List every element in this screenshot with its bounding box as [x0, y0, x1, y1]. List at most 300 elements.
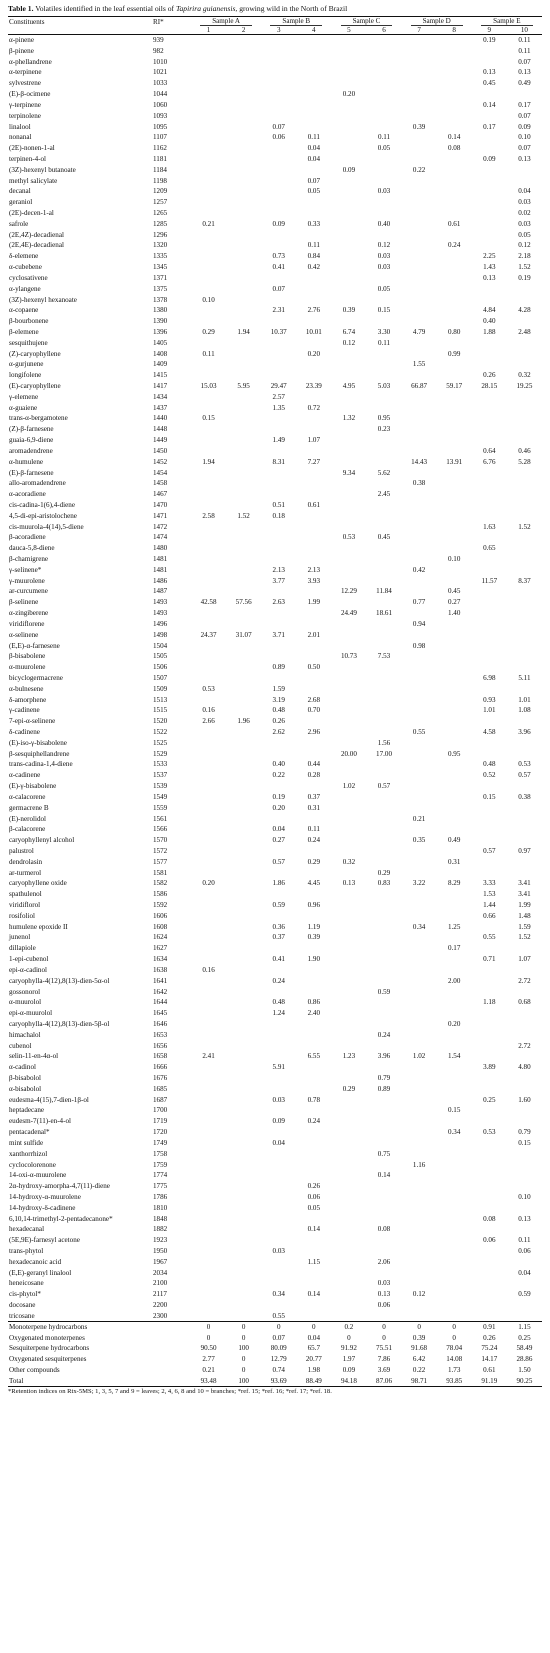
percent-value — [507, 467, 542, 478]
percent-value: 0.03 — [377, 187, 391, 196]
percent-value: 0.06 — [307, 1192, 321, 1201]
percent-value — [472, 683, 507, 694]
percent-value — [507, 608, 542, 619]
table-row — [8, 1116, 542, 1127]
constituent-name: β-bisabolol — [9, 1074, 41, 1083]
percent-value — [366, 78, 401, 89]
table-row — [8, 359, 542, 370]
percent-value — [402, 586, 437, 597]
percent-value — [261, 1051, 296, 1062]
percent-value — [507, 1084, 542, 1095]
percent-value — [226, 792, 261, 803]
percent-value — [472, 1278, 507, 1289]
percent-value: 0.55 — [272, 1311, 285, 1320]
percent-value — [261, 446, 296, 457]
percent-value — [402, 1138, 437, 1149]
retention-index: 1676 — [153, 1074, 168, 1083]
percent-value — [331, 1029, 366, 1040]
percent-value — [472, 240, 507, 251]
percent-value — [226, 802, 261, 813]
percent-value: 3.96 — [518, 728, 531, 737]
percent-value — [226, 911, 261, 922]
percent-value — [366, 1062, 401, 1073]
percent-value — [191, 1040, 226, 1051]
percent-value — [296, 1062, 331, 1073]
percent-value — [226, 1213, 261, 1224]
percent-value — [331, 273, 366, 284]
percent-value: 28.86 — [516, 1355, 533, 1364]
table-row — [8, 1246, 542, 1257]
percent-value — [402, 683, 437, 694]
percent-value: 0.11 — [202, 349, 215, 358]
table-row — [8, 781, 542, 792]
table-row — [8, 554, 542, 565]
percent-value — [296, 683, 331, 694]
percent-value — [472, 1029, 507, 1040]
constituent-name: β-calacorene — [9, 825, 46, 834]
percent-value: 0 — [402, 1321, 437, 1332]
percent-value: 1.01 — [518, 695, 531, 704]
percent-value — [437, 1224, 472, 1235]
percent-value — [366, 1246, 401, 1257]
percent-value — [226, 954, 261, 965]
percent-value — [472, 164, 507, 175]
group-header-e: Sample E — [472, 17, 542, 27]
percent-value — [331, 1311, 366, 1322]
constituent-name: viridiflorol — [9, 901, 41, 910]
percent-value — [331, 143, 366, 154]
percent-value — [507, 413, 542, 424]
percent-value: 1.60 — [518, 1095, 531, 1104]
percent-value — [507, 629, 542, 640]
percent-value: 0.20 — [342, 90, 356, 99]
percent-value — [191, 932, 226, 943]
percent-value — [507, 662, 542, 673]
percent-value — [507, 510, 542, 521]
retention-index: 1440 — [153, 414, 168, 423]
percent-value: 90.50 — [200, 1344, 217, 1353]
percent-value — [366, 89, 401, 100]
percent-value — [191, 889, 226, 900]
percent-value — [226, 770, 261, 781]
percent-value: 0 — [241, 1365, 246, 1374]
percent-value — [402, 1267, 437, 1278]
percent-value — [472, 597, 507, 608]
percent-value — [226, 197, 261, 208]
retention-index: 1848 — [153, 1214, 168, 1223]
constituent-name: (5E,9E)-farnesyl acetone — [9, 1236, 80, 1245]
table-row — [8, 1019, 542, 1030]
table-row — [8, 1008, 542, 1019]
constituent-name: α-cubebene — [9, 263, 42, 272]
percent-value — [472, 283, 507, 294]
sample-number-header: 2 — [226, 26, 261, 35]
percent-value — [472, 867, 507, 878]
retention-index: 1653 — [153, 1030, 168, 1039]
percent-value: 0.20 — [307, 349, 321, 358]
table-row — [8, 510, 542, 521]
constituent-name: (E)-caryophyllene — [9, 382, 61, 391]
percent-value — [226, 521, 261, 532]
percent-value — [437, 965, 472, 976]
percent-value: 9.34 — [342, 468, 356, 477]
percent-value: 0 — [241, 1355, 246, 1364]
percent-value — [437, 1029, 472, 1040]
percent-value — [226, 543, 261, 554]
percent-value — [331, 727, 366, 738]
retention-index: 1566 — [153, 825, 168, 834]
percent-value: 0.39 — [342, 306, 356, 315]
table-row — [8, 1051, 542, 1062]
percent-value — [366, 510, 401, 521]
percent-value — [226, 975, 261, 986]
percent-value — [226, 1267, 261, 1278]
percent-value: 0.09 — [518, 122, 531, 131]
percent-value — [402, 1105, 437, 1116]
percent-value: 0.55 — [412, 728, 426, 737]
percent-value: 0.09 — [483, 154, 496, 163]
percent-value — [331, 640, 366, 651]
constituent-name: ar-turmerol — [9, 868, 42, 877]
percent-value — [366, 856, 401, 867]
percent-value — [331, 889, 366, 900]
percent-value — [226, 986, 261, 997]
percent-value — [191, 1073, 226, 1084]
percent-value — [226, 1073, 261, 1084]
percent-value — [402, 154, 437, 165]
percent-value — [261, 673, 296, 684]
table-row — [8, 716, 542, 727]
percent-value: 0.68 — [518, 998, 531, 1007]
percent-value: 0.15 — [377, 306, 391, 315]
percent-value — [191, 435, 226, 446]
percent-value — [402, 1181, 437, 1192]
percent-value: 1.52 — [237, 511, 250, 520]
percent-value — [402, 986, 437, 997]
retention-index: 1184 — [153, 165, 167, 174]
percent-value — [472, 424, 507, 435]
percent-value — [331, 824, 366, 835]
percent-value — [191, 1278, 226, 1289]
percent-value: 1.19 — [307, 922, 321, 931]
percent-value — [191, 1213, 226, 1224]
percent-value: 0.55 — [483, 933, 496, 942]
table-row — [8, 1289, 542, 1300]
percent-value — [366, 175, 401, 186]
percent-value — [296, 1246, 331, 1257]
percent-value: 0.03 — [272, 1095, 285, 1104]
percent-value — [507, 316, 542, 327]
percent-value — [226, 824, 261, 835]
percent-value — [472, 413, 507, 424]
percent-value — [331, 911, 366, 922]
percent-value: 75.24 — [481, 1344, 498, 1353]
percent-value — [402, 489, 437, 500]
retention-index: 1539 — [153, 782, 168, 791]
percent-value: 0.06 — [272, 133, 285, 142]
constituent-name: β-bourbonene — [9, 317, 49, 326]
percent-value — [472, 835, 507, 846]
percent-value — [402, 1278, 437, 1289]
percent-value — [296, 813, 331, 824]
constituent-name: (E)-β-ocimene — [9, 90, 51, 99]
percent-value — [437, 283, 472, 294]
table-row — [8, 197, 542, 208]
percent-value: 0.12 — [412, 1290, 426, 1299]
percent-value — [402, 1008, 437, 1019]
table-row — [8, 208, 542, 219]
percent-value: 88.49 — [296, 1375, 331, 1386]
percent-value — [437, 1202, 472, 1213]
percent-value — [472, 1008, 507, 1019]
percent-value — [402, 208, 437, 219]
percent-value: 0.04 — [518, 187, 531, 196]
percent-value — [191, 316, 226, 327]
percent-value — [472, 186, 507, 197]
percent-value — [296, 1073, 331, 1084]
percent-value — [402, 802, 437, 813]
percent-value — [402, 954, 437, 965]
percent-value — [261, 1148, 296, 1159]
constituent-name: (E)-β-farnesene — [9, 468, 54, 477]
constituent-name: gossonorol — [9, 987, 41, 996]
percent-value — [191, 143, 226, 154]
percent-value — [331, 78, 366, 89]
percent-value — [331, 1019, 366, 1030]
percent-value — [191, 738, 226, 749]
percent-value: 13.91 — [446, 457, 463, 466]
percent-value — [507, 867, 542, 878]
percent-value — [331, 997, 366, 1008]
constituent-name: β-sesquiphellandrene — [9, 749, 70, 758]
constituent-name: sylvestrene — [9, 79, 41, 88]
constituent-name: Total — [8, 1375, 153, 1386]
percent-value — [437, 262, 472, 273]
table-row — [8, 1148, 542, 1159]
percent-value: 5.62 — [377, 468, 391, 477]
percent-value: 2.01 — [307, 630, 321, 639]
percent-value — [437, 932, 472, 943]
percent-value: 0.93 — [483, 695, 496, 704]
percent-value: 17.00 — [376, 749, 392, 758]
percent-value — [296, 1300, 331, 1311]
retention-index — [153, 1321, 191, 1332]
constituent-name: aromadendrene — [9, 446, 53, 455]
percent-value — [437, 954, 472, 965]
percent-value — [472, 662, 507, 673]
group-header-d: Sample D — [402, 17, 472, 27]
percent-value — [191, 532, 226, 543]
table-row — [8, 186, 542, 197]
table-row — [8, 532, 542, 543]
percent-value — [472, 1116, 507, 1127]
percent-value: 6.42 — [412, 1355, 426, 1364]
percent-value: 0 — [347, 1333, 351, 1342]
retention-index: 1627 — [153, 944, 168, 953]
caption-label: Table 1. — [8, 4, 34, 13]
percent-value — [226, 781, 261, 792]
percent-value — [366, 1181, 401, 1192]
table-row — [8, 78, 542, 89]
percent-value — [331, 867, 366, 878]
retention-index: 1481 — [153, 565, 168, 574]
percent-value: 0.11 — [377, 133, 391, 142]
percent-value — [507, 543, 542, 554]
percent-value — [402, 89, 437, 100]
percent-value — [366, 435, 401, 446]
percent-value — [402, 1040, 437, 1051]
percent-value — [402, 575, 437, 586]
percent-value — [507, 1029, 542, 1040]
percent-value — [191, 900, 226, 911]
percent-value — [261, 813, 296, 824]
percent-value — [191, 586, 226, 597]
percent-value: 2.45 — [377, 490, 391, 499]
percent-value — [507, 965, 542, 976]
percent-value — [437, 337, 472, 348]
percent-value — [402, 1019, 437, 1030]
percent-value: 1.23 — [342, 1052, 356, 1061]
percent-value — [191, 619, 226, 630]
percent-value: 2.31 — [272, 306, 285, 315]
percent-value — [226, 921, 261, 932]
percent-value: 8.37 — [518, 576, 531, 585]
constituent-name: trans-cadina-1,4-diene — [9, 760, 73, 769]
table-row — [8, 975, 542, 986]
table-row — [8, 792, 542, 803]
constituent-name: guaia-6,9-diene — [9, 436, 54, 445]
summary-row — [8, 1321, 542, 1332]
percent-value — [226, 186, 261, 197]
percent-value: 0.07 — [518, 111, 531, 120]
percent-value — [507, 986, 542, 997]
percent-value — [402, 1224, 437, 1235]
percent-value — [331, 932, 366, 943]
retention-index: 1533 — [153, 760, 168, 769]
percent-value — [366, 997, 401, 1008]
percent-value — [402, 56, 437, 67]
percent-value — [437, 521, 472, 532]
constituent-name: epi-α-muurolol — [9, 1009, 53, 1018]
percent-value — [437, 1257, 472, 1268]
constituent-name: humulene epoxide II — [9, 922, 68, 931]
percent-value — [296, 586, 331, 597]
percent-value — [261, 532, 296, 543]
percent-value — [261, 1073, 296, 1084]
percent-value: 0.15 — [447, 1106, 461, 1115]
percent-value — [366, 662, 401, 673]
percent-value — [331, 110, 366, 121]
percent-value — [226, 1159, 261, 1170]
percent-value — [331, 543, 366, 554]
percent-value — [437, 1159, 472, 1170]
percent-value — [191, 954, 226, 965]
table-row — [8, 867, 542, 878]
percent-value — [472, 402, 507, 413]
percent-value — [296, 1029, 331, 1040]
percent-value — [366, 273, 401, 284]
percent-value — [296, 716, 331, 727]
percent-value — [437, 532, 472, 543]
percent-value — [402, 446, 437, 457]
percent-value — [507, 554, 542, 565]
percent-value — [366, 121, 401, 132]
percent-value: 1.96 — [237, 717, 250, 726]
percent-value — [226, 748, 261, 759]
percent-value — [191, 56, 226, 67]
constituent-name: (3Z)-hexenyl hexanoate — [9, 295, 77, 304]
percent-value: 2.58 — [202, 511, 215, 520]
percent-value: 0.97 — [518, 846, 531, 855]
percent-value — [331, 521, 366, 532]
percent-value — [402, 273, 437, 284]
constituent-name: γ-selinene* — [9, 565, 42, 574]
percent-value: 0.10 — [447, 555, 461, 564]
percent-value — [402, 521, 437, 532]
percent-value — [472, 1138, 507, 1149]
retention-index: 1515 — [153, 706, 168, 715]
percent-value: 29.47 — [270, 382, 287, 391]
constituent-name: spathulenol — [9, 890, 42, 899]
constituent-name: (E)-γ-bisabolene — [9, 782, 57, 791]
percent-value — [437, 1073, 472, 1084]
percent-value: 0.21 — [202, 219, 215, 228]
percent-value — [402, 1073, 437, 1084]
constituent-name: α-phellandrene — [9, 57, 52, 66]
percent-value: 2.25 — [483, 252, 496, 261]
percent-value — [331, 1224, 366, 1235]
constituent-name: δ-amorphene — [9, 695, 47, 704]
retention-index: 1265 — [153, 209, 168, 218]
percent-value — [402, 35, 437, 46]
percent-value: 0.38 — [412, 479, 426, 488]
percent-value — [296, 651, 331, 662]
percent-value — [191, 921, 226, 932]
percent-value: 1.63 — [483, 522, 496, 531]
percent-value — [402, 305, 437, 316]
percent-value — [191, 1170, 226, 1181]
percent-value — [366, 56, 401, 67]
constituent-name: epi-α-cadinol — [9, 965, 47, 974]
percent-value: 14.08 — [446, 1355, 463, 1364]
retention-index: 1608 — [153, 922, 168, 931]
percent-value: 0.07 — [518, 57, 531, 66]
constituent-name: cis-phytol* — [9, 1290, 41, 1299]
constituent-name: γ-cadinene — [9, 706, 40, 715]
percent-value — [472, 856, 507, 867]
percent-value — [226, 35, 261, 46]
constituent-name: viridiflorene — [9, 619, 45, 628]
retention-index: 1335 — [153, 252, 168, 261]
percent-value — [226, 1040, 261, 1051]
percent-value: 1.43 — [483, 263, 496, 272]
percent-value — [366, 1267, 401, 1278]
retention-index: 1592 — [153, 901, 168, 910]
percent-value: 1.02 — [412, 1052, 426, 1061]
percent-value — [472, 1311, 507, 1322]
percent-value — [226, 1235, 261, 1246]
percent-value — [437, 435, 472, 446]
percent-value — [437, 1278, 472, 1289]
percent-value: 0.77 — [412, 598, 426, 607]
percent-value — [402, 975, 437, 986]
constituent-name: docosane — [9, 1301, 36, 1310]
percent-value — [191, 565, 226, 576]
percent-value — [331, 510, 366, 521]
percent-value — [437, 543, 472, 554]
percent-value — [366, 197, 401, 208]
percent-value — [472, 965, 507, 976]
